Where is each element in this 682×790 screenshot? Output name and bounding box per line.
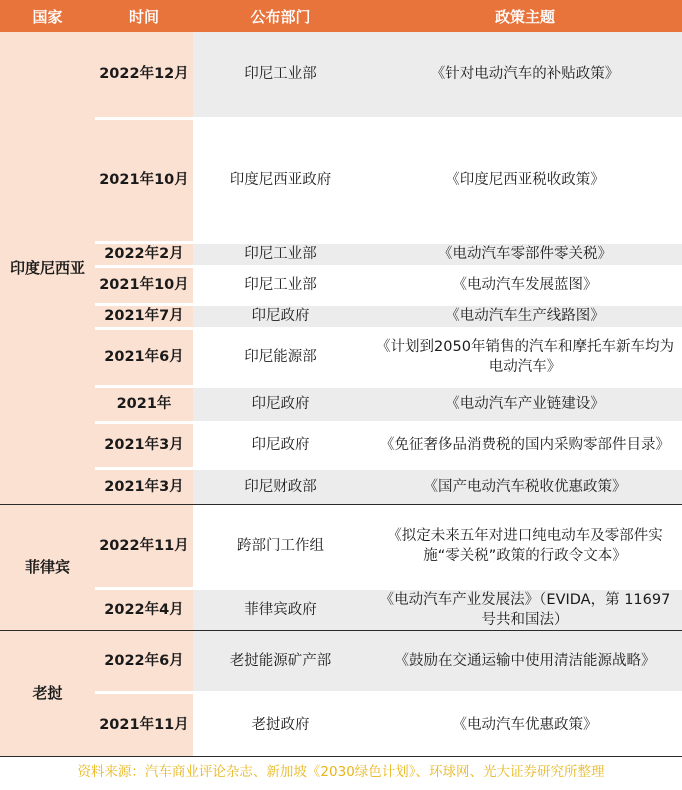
row-dept: 印尼政府 [193, 386, 368, 422]
country-laos: 老挝 [0, 630, 95, 756]
row-dept: 跨部门工作组 [193, 504, 368, 588]
row-policy: 《电动汽车优惠政策》 [368, 692, 682, 756]
row-policy: 《印度尼西亚税收政策》 [368, 118, 682, 242]
row-time: 2021年10月 [95, 266, 193, 304]
row-policy: 《电动汽车零部件零关税》 [368, 242, 682, 266]
row-time: 2021年3月 [95, 468, 193, 504]
table-row [0, 32, 682, 118]
table-row [0, 692, 682, 756]
row-time: 2021年3月 [95, 422, 193, 468]
row-dept: 印尼工业部 [193, 266, 368, 304]
row-policy: 《计划到2050年销售的汽车和摩托车新车均为电动汽车》 [368, 328, 682, 386]
table-row [0, 328, 682, 386]
row-policy: 《电动汽车发展蓝图》 [368, 266, 682, 304]
row-time: 2022年2月 [95, 242, 193, 266]
table-row [0, 630, 682, 692]
table-row [0, 386, 682, 422]
row-policy: 《电动汽车生产线路图》 [368, 304, 682, 328]
row-time: 2022年6月 [95, 630, 193, 692]
row-time: 2021年7月 [95, 304, 193, 328]
header-country: 国家 [0, 0, 95, 32]
row-policy: 《电动汽车产业链建设》 [368, 386, 682, 422]
row-dept: 印尼政府 [193, 422, 368, 468]
row-time: 2021年10月 [95, 118, 193, 242]
row-dept: 印尼政府 [193, 304, 368, 328]
row-policy: 《免征奢侈品消费税的国内采购零部件目录》 [368, 422, 682, 468]
row-policy: 《针对电动汽车的补贴政策》 [368, 32, 682, 118]
table-row [0, 266, 682, 304]
table-row [0, 304, 682, 328]
row-policy: 《鼓励在交通运输中使用清洁能源战略》 [368, 630, 682, 692]
row-dept: 印尼工业部 [193, 242, 368, 266]
row-dept: 老挝能源矿产部 [193, 630, 368, 692]
row-dept: 印尼财政部 [193, 468, 368, 504]
row-time: 2021年11月 [95, 692, 193, 756]
table-row [0, 588, 682, 630]
row-dept: 老挝政府 [193, 692, 368, 756]
row-time: 2021年6月 [95, 328, 193, 386]
country-indonesia: 印度尼西亚 [0, 32, 95, 504]
row-policy: 《国产电动汽车税收优惠政策》 [368, 468, 682, 504]
source-note: 资料来源：汽车商业评论杂志、新加坡《2030绿色计划》、环球网、光大证券研究所整理 [77, 764, 605, 780]
row-time: 2022年12月 [95, 32, 193, 118]
table-row [0, 242, 682, 266]
table-header-row [0, 0, 682, 32]
row-dept: 菲律宾政府 [193, 588, 368, 630]
row-policy: 《拟定未来五年对进口纯电动车及零部件实施“零关税”政策的行政令文本》 [368, 504, 682, 588]
header-dept: 公布部门 [193, 0, 368, 32]
row-time: 2022年11月 [95, 504, 193, 588]
row-dept: 印尼工业部 [193, 32, 368, 118]
header-policy: 政策主题 [368, 0, 682, 32]
table-row [0, 118, 682, 242]
country-philippines: 菲律宾 [0, 504, 95, 630]
table-row [0, 504, 682, 588]
row-policy: 《电动汽车产业发展法》（EVIDA，第 11697 号共和国法） [368, 588, 682, 630]
row-time: 2022年4月 [95, 588, 193, 630]
table-row [0, 468, 682, 504]
row-dept: 印尼能源部 [193, 328, 368, 386]
header-time: 时间 [95, 0, 193, 32]
table-row [0, 422, 682, 468]
row-dept: 印度尼西亚政府 [193, 118, 368, 242]
row-time: 2021年 [95, 386, 193, 422]
